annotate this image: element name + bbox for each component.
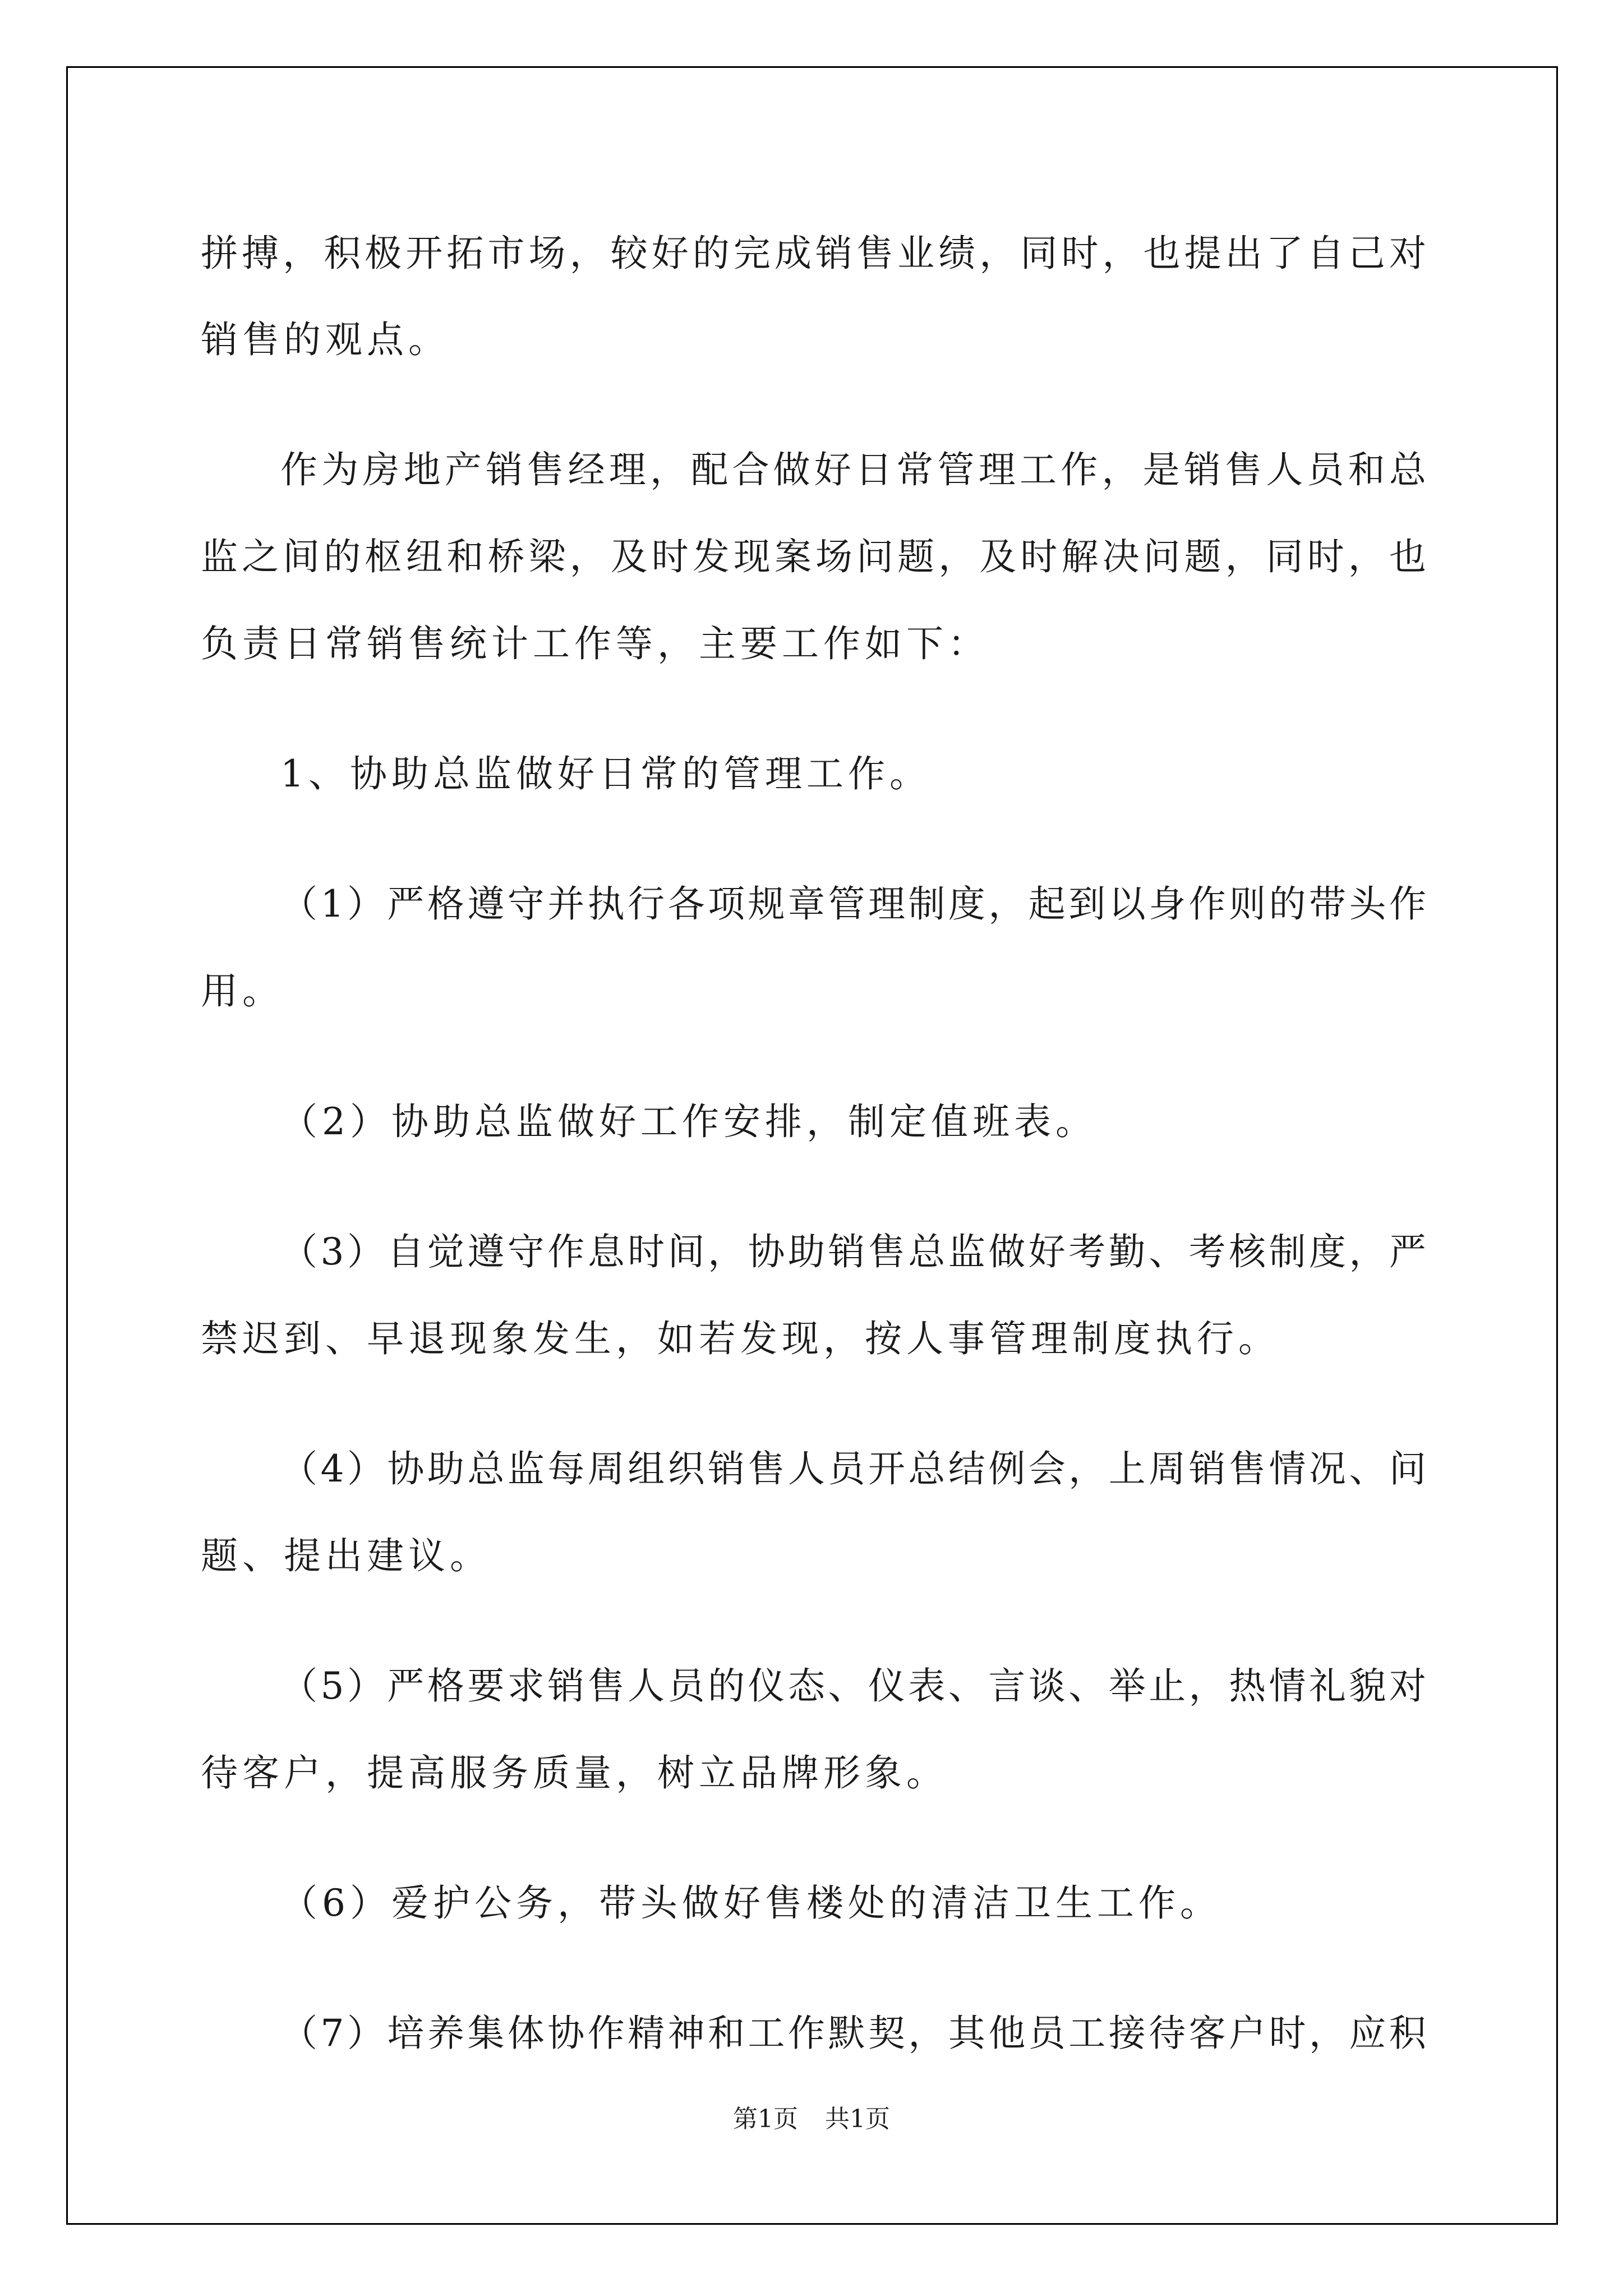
text-line: （2）协助总监做好工作安排，制定值班表。 — [280, 1100, 1097, 1143]
text-line: 禁迟到、早退现象发生，如若发现，按人事管理制度执行。 — [201, 1317, 1280, 1360]
page-number: 第1页 — [733, 2105, 798, 2133]
page-footer — [0, 2105, 1623, 2134]
text-line: 监之间的枢纽和桥梁，及时发现案场问题，及时解决问题，同时，也 — [201, 535, 1426, 578]
page-total: 共1页 — [825, 2105, 890, 2133]
text-line: 作为房地产销售经理，配合做好日常管理工作，是销售人员和总 — [280, 448, 1426, 491]
text-line: （3）自觉遵守作息时间，协助销售总监做好考勤、考核制度，严 — [280, 1230, 1426, 1273]
text-line: 用。 — [201, 969, 284, 1013]
text-line: （4）协助总监每周组织销售人员开总结例会，上周销售情况、问 — [280, 1447, 1426, 1490]
text-line: 拼搏，积极开拓市场，较好的完成销售业绩，同时，也提出了自己对 — [201, 232, 1426, 275]
text-line: （1）严格遵守并执行各项规章管理制度，起到以身作则的带头作 — [280, 882, 1426, 926]
text-line: 待客户，提高服务质量，树立品牌形象。 — [201, 1751, 948, 1795]
text-line: （6）爱护公务，带头做好售楼处的清洁卫生工作。 — [280, 1881, 1221, 1925]
text-line: 销售的观点。 — [201, 318, 450, 361]
text-line: 1、协助总监做好日常的管理工作。 — [280, 752, 931, 795]
text-line: 负责日常销售统计工作等，主要工作如下： — [201, 622, 989, 665]
text-line: 题、提出建议。 — [201, 1534, 491, 1577]
text-line: （5）严格要求销售人员的仪态、仪表、言谈、举止，热情礼貌对 — [280, 1664, 1426, 1708]
text-line: （7）培养集体协作精神和工作默契，其他员工接待客户时，应积 — [280, 2012, 1426, 2055]
